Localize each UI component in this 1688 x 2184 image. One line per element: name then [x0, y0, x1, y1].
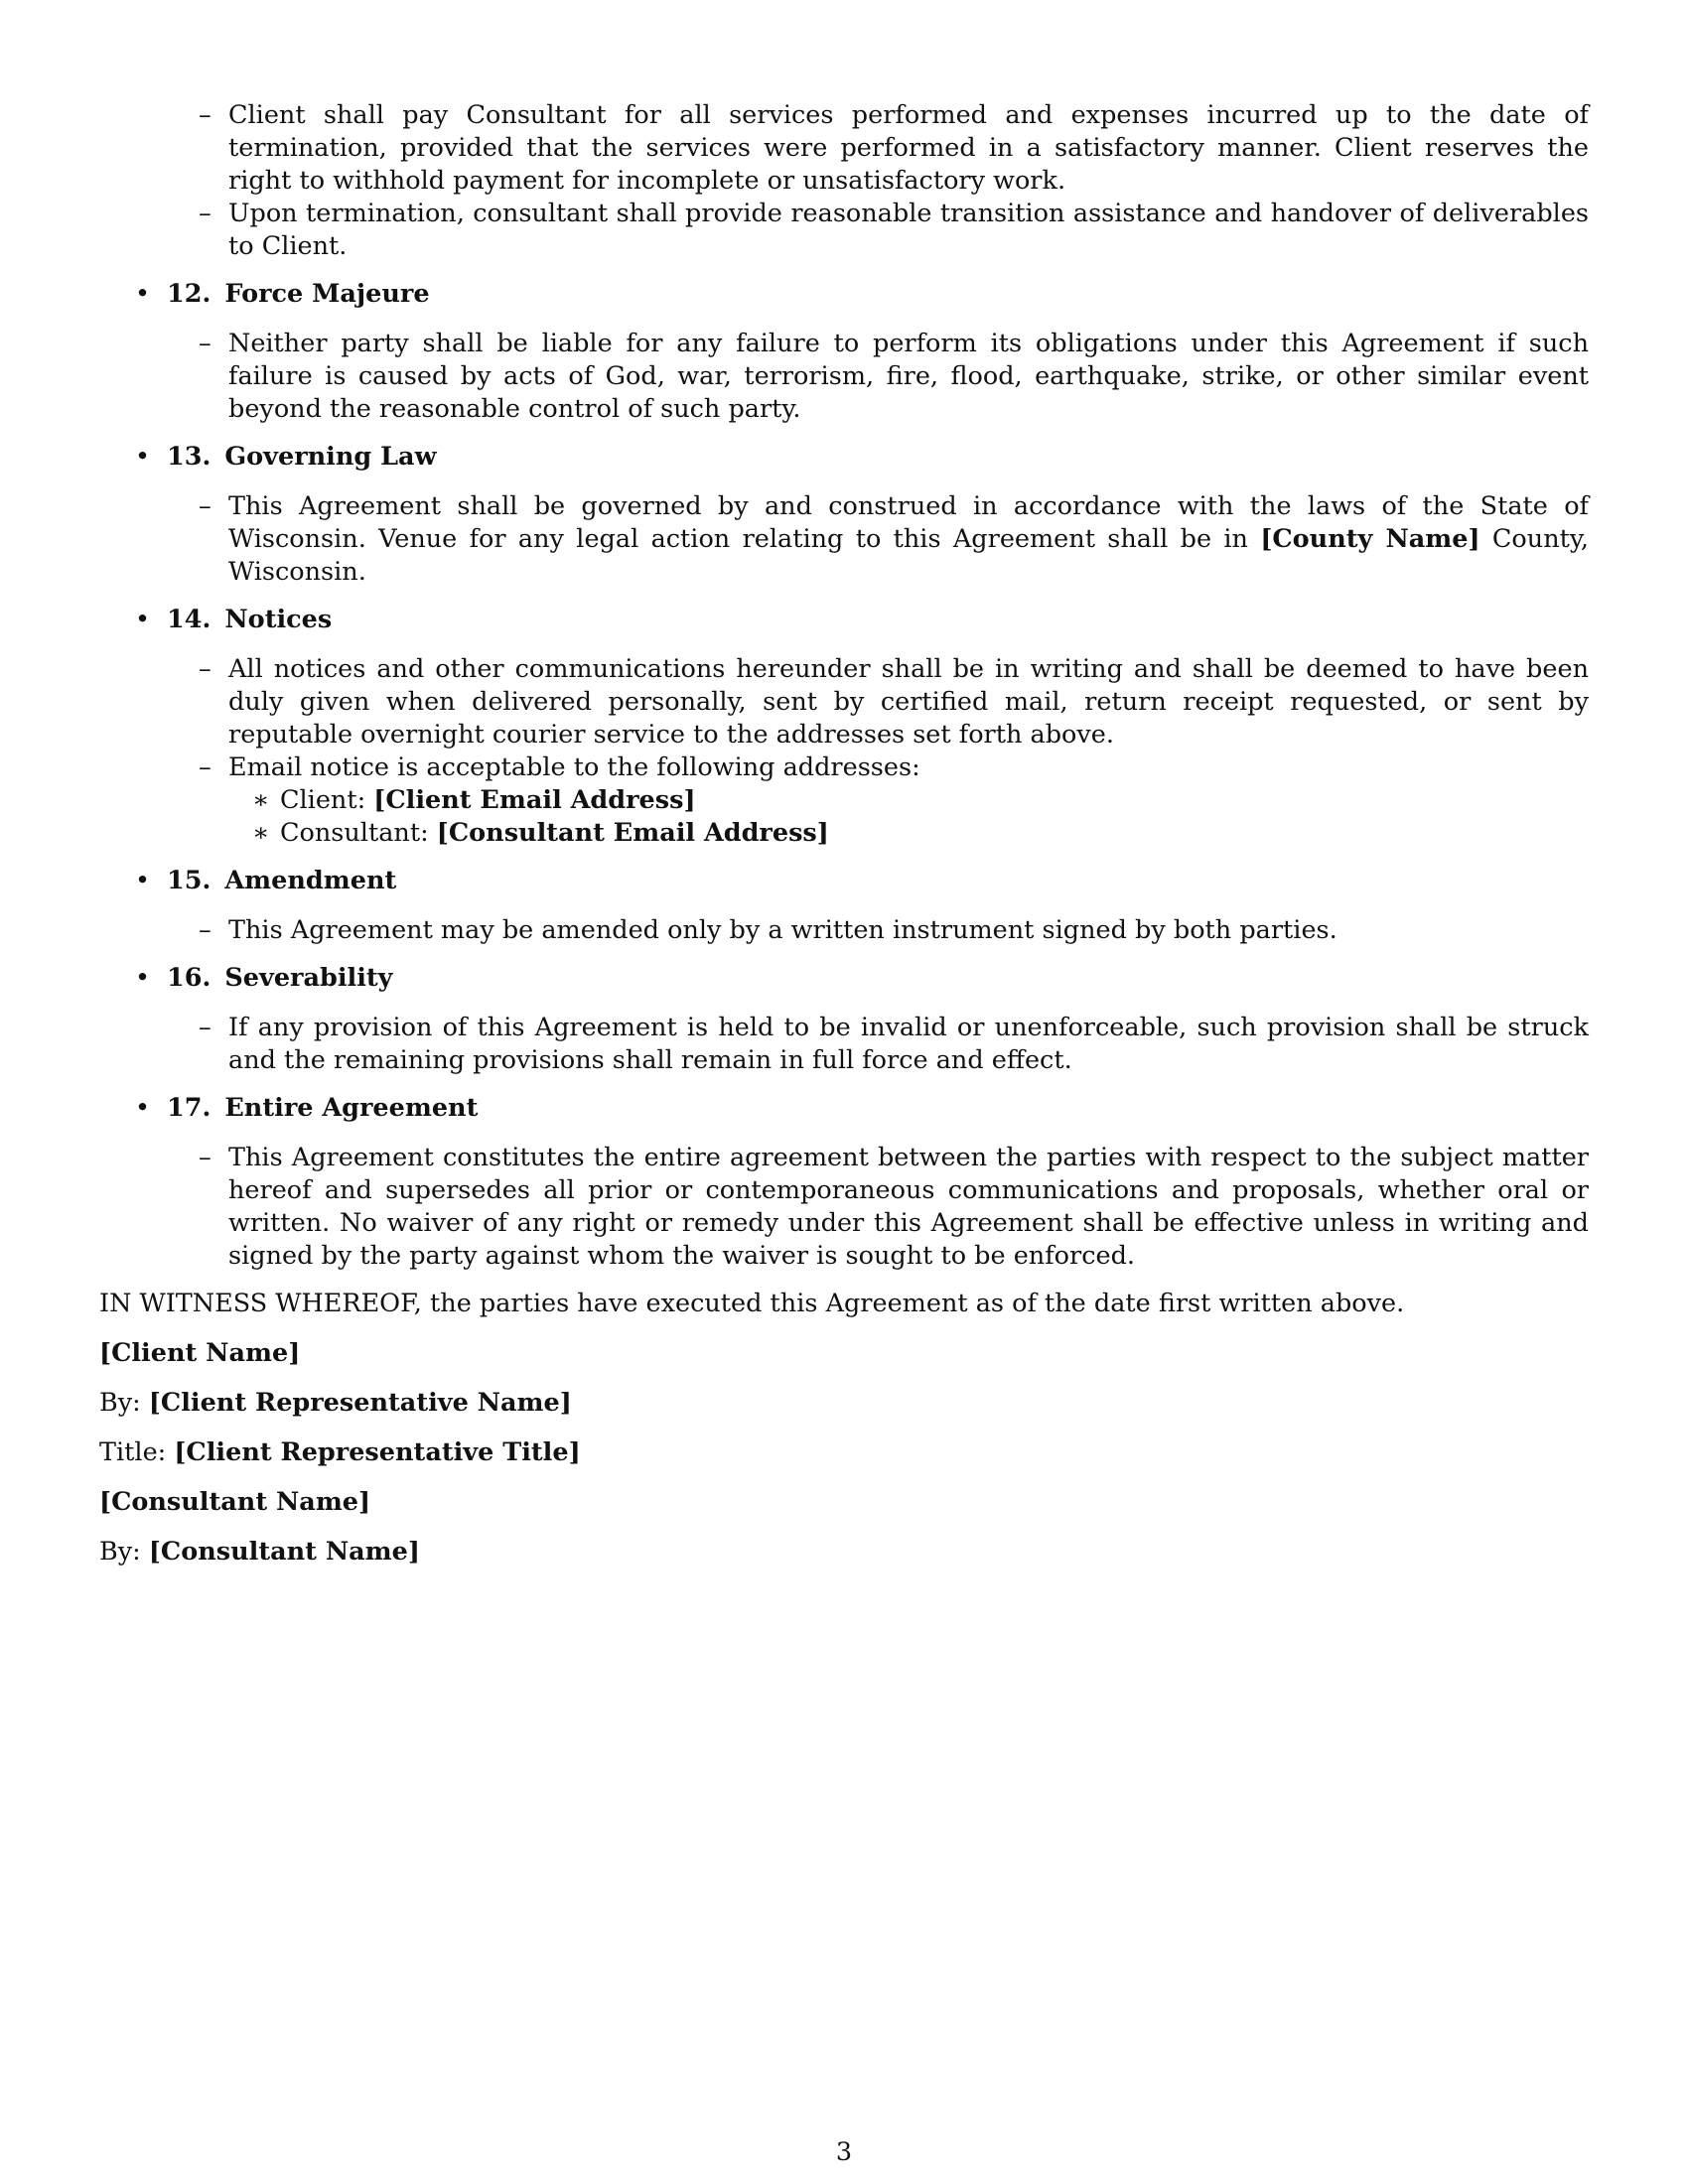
section-force-majeure: [99, 278, 1589, 426]
bullet-marker: •: [135, 1093, 151, 1123]
client-by-line: [99, 1387, 1589, 1420]
section-heading: [99, 1092, 1589, 1125]
section-entire-agreement: [99, 1092, 1589, 1273]
list-item: [99, 751, 1589, 784]
governing-law-text: This Agreement shall be governed by and construed in accordance with the laws of the State of Wisconsin. Venue for any legal action relating to this Agreement shall be in: [228, 491, 1589, 554]
bullet-marker: •: [135, 963, 151, 993]
termination-carryover-list: [99, 99, 1589, 263]
list-item: [99, 653, 1589, 751]
list-item: [99, 198, 1589, 263]
bullet-marker: •: [135, 279, 151, 309]
sub-list: [99, 1142, 1589, 1273]
email-notice-text: Email notice is acceptable to the following addresses:: [228, 752, 920, 782]
client-name-placeholder: [Client Name]: [99, 1338, 301, 1368]
sub-list: [99, 328, 1589, 426]
list-item: [99, 914, 1589, 947]
dash-marker: –: [199, 329, 211, 358]
bullet-marker: •: [135, 442, 151, 472]
list-item: [99, 490, 1589, 589]
carryover-text-2: Upon termination, consultant shall provide reasonable transition assistance and handover of deliverables to Client.: [228, 199, 1589, 261]
severability-text: If any provision of this Agreement is held to be invalid or unenforceable, such provision shall be struck and the remaining provisions shall remain in full force and effect.: [228, 1013, 1589, 1075]
list-item: [99, 1142, 1589, 1273]
county-name-placeholder: [County Name]: [1260, 524, 1480, 554]
consultant-email-item: [99, 817, 1589, 850]
section-heading: [99, 865, 1589, 897]
force-majeure-text: Neither party shall be liable for any failure to perform its obligations under this Agreement if such failure is caused by acts of God, war, terrorism, fire, flood, earthquake, strike, or other similar event beyond the reasonable control of such party.: [228, 329, 1589, 424]
section-notices: [99, 604, 1589, 850]
document-body: [99, 99, 1589, 1569]
sub-list: [99, 914, 1589, 947]
section-number: 17.: [167, 1093, 211, 1123]
section-heading: [99, 278, 1589, 311]
consultant-by-name-placeholder: [Consultant Name]: [148, 1537, 420, 1567]
dash-marker: –: [199, 654, 211, 684]
client-email-placeholder: [Client Email Address]: [373, 785, 696, 815]
section-title: Amendment: [224, 866, 397, 895]
sub-list: [99, 1012, 1589, 1077]
client-email-item: [99, 784, 1589, 817]
sub-list: [99, 490, 1589, 589]
dash-marker: –: [199, 1013, 211, 1042]
dash-marker: –: [199, 100, 211, 130]
section-governing-law: [99, 441, 1589, 589]
section-title: Severability: [224, 963, 393, 993]
section-amendment: [99, 865, 1589, 947]
carryover-text-1: Client shall pay Consultant for all services performed and expenses incurred up to the date of termination, provided that the services were performed in a satisfactory manner. Client reserves the right to withhold payment for incomplete or unsatisfactory work.: [228, 100, 1589, 196]
section-heading: [99, 441, 1589, 474]
list-item: [99, 99, 1589, 198]
section-title: Entire Agreement: [224, 1093, 479, 1123]
notices-text: All notices and other communications hereunder shall be in writing and shall be deemed to have been duly given when delivered personally, sent by certified mail, return receipt requested, or sent by reputable overnight courier service to the addresses set forth above.: [228, 654, 1589, 750]
section-title: Notices: [224, 605, 333, 634]
consultant-name-placeholder: [Consultant Name]: [99, 1487, 371, 1517]
dash-marker: –: [199, 915, 211, 945]
section-title: Governing Law: [224, 442, 437, 472]
sub-list: [99, 653, 1589, 850]
section-number: 16.: [167, 963, 211, 993]
page-number: 3: [835, 2137, 853, 2167]
consultant-by-line: [99, 1536, 1589, 1569]
section-number: 15.: [167, 866, 211, 895]
list-item: [99, 328, 1589, 426]
section-title: Force Majeure: [224, 279, 430, 309]
dash-marker: –: [199, 491, 211, 521]
governing-law-text-end: County, Wisconsin.: [228, 524, 1589, 587]
bullet-marker: •: [135, 866, 151, 895]
by-label: By:: [99, 1388, 149, 1418]
entire-agreement-text: This Agreement constitutes the entire agreement between the parties with respect to the subject matter hereof and supersedes all prior or contemporaneous communications and proposals, whether oral or written. No waiver of any right or remedy under this Agreement shall be effective unless in writing and signed by the party against whom the waiver is sought to be enforced.: [228, 1143, 1589, 1271]
dash-marker: –: [199, 199, 211, 228]
client-rep-title-placeholder: [Client Representative Title]: [174, 1437, 581, 1467]
bullet-marker: •: [135, 605, 151, 634]
witness-statement: IN WITNESS WHEREOF, the parties have executed this Agreement as of the date first written above.: [99, 1289, 1405, 1318]
client-title-line: [99, 1436, 1589, 1469]
section-number: 14.: [167, 605, 211, 634]
section-number: 13.: [167, 442, 211, 472]
section-number: 12.: [167, 279, 211, 309]
section-heading: [99, 604, 1589, 636]
section-heading: [99, 962, 1589, 995]
by-label: By:: [99, 1537, 149, 1567]
consultant-email-placeholder: [Consultant Email Address]: [436, 818, 829, 848]
title-label: Title:: [99, 1437, 175, 1467]
dash-marker: –: [199, 752, 211, 782]
asterisk-marker: ∗: [252, 818, 270, 848]
consultant-email-label: Consultant:: [280, 818, 437, 848]
client-email-label: Client:: [280, 785, 374, 815]
amendment-text: This Agreement may be amended only by a written instrument signed by both parties.: [228, 915, 1337, 945]
asterisk-marker: ∗: [252, 785, 270, 815]
dash-marker: –: [199, 1143, 211, 1172]
client-rep-name-placeholder: [Client Representative Name]: [148, 1388, 572, 1418]
list-item: [99, 1012, 1589, 1077]
section-severability: [99, 962, 1589, 1077]
